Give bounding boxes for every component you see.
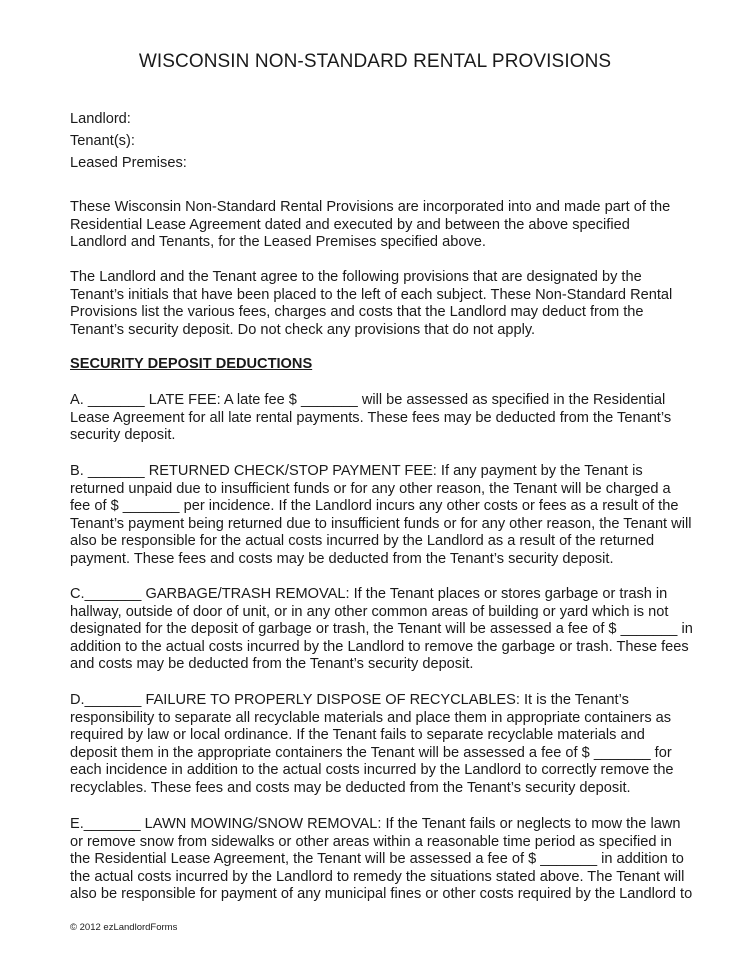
intro-paragraph: These Wisconsin Non-Standard Rental Provisions are incorporated into and made part of the Residential Lease Agreement dated and executed by and between the above specified Landlord and Tenants, for the Leased Premises specified above. <box>70 199 671 251</box>
tenants-label: Tenant(s): <box>70 133 135 149</box>
provision-c-garbage-removal: C._______ GARBAGE/TRASH REMOVAL: If the Tenant places or stores garbage or trash in hallway, outside of door of unit, or in any other common areas of building or yard which is not designated for the deposit of garbage or trash, the Tenant will be assessed a fee of $ _______ in addition to the actual costs incurred by the Landlord to remove the garbage or trash. These fees and costs may be deducted from the Tenant’s security deposit. <box>70 586 693 673</box>
document-title: WISCONSIN NON-STANDARD RENTAL PROVISIONS <box>138 51 612 72</box>
leased-premises-label: Leased Premises: <box>70 155 187 171</box>
provision-d-recyclables: D._______ FAILURE TO PROPERLY DISPOSE OF RECYCLABLES: It is the Tenant’s responsibility to separate all recyclable materials and place them in appropriate containers as required by law or local ordinance. If the Tenant fails to separate recyclable materials and deposit them in the appropriate containers the Tenant will be assessed a fee of $ _______ for each incidence in addition to the actual costs incurred by the Landlord to correctly remove the recyclables. These fees and costs may be deducted from the Tenant’s security deposit. <box>70 692 674 796</box>
section-heading: SECURITY DEPOSIT DEDUCTIONS <box>70 356 313 372</box>
provision-a-late-fee: A. _______ LATE FEE: A late fee $ _______ will be assessed as specified in the Residential Lease Agreement for all late rental payments. These fees may be deducted from the Tenant’s security deposit. <box>70 392 672 444</box>
agreement-paragraph: The Landlord and the Tenant agree to the following provisions that are designated by the Tenant’s initials that have been placed to the left of each subject. These Non-Standard Rental Provisions list the various fees, charges and costs that the Landlord may deduct from the Tenant’s security deposit. Do not check any provisions that do not apply. <box>70 269 673 338</box>
provision-b-returned-check: B. _______ RETURNED CHECK/STOP PAYMENT FEE: If any payment by the Tenant is returned unpaid due to insufficient funds or for any other reason, the Tenant will be charged a fee of $ _______ per incidence. If the Landlord incurs any other costs or fees as a result of the Tenant’s payment being returned due to insufficient funds or for any other reason, the Tenant will also be responsible for the actual costs incurred by the Landlord as a result of the returned payment. These fees and costs may be deducted from the Tenant’s security deposit. <box>70 463 692 567</box>
copyright-footer: © 2012 ezLandlordForms <box>70 922 178 933</box>
landlord-label: Landlord: <box>70 111 131 127</box>
party-fields <box>70 108 187 174</box>
provision-e-lawn-snow: E._______ LAWN MOWING/SNOW REMOVAL: If the Tenant fails or neglects to mow the lawn or remove snow from sidewalks or other areas within a reasonable time period as specified in the Residential Lease Agreement, the Tenant will be assessed a fee of $ _______ in addition to the actual costs incurred by the Landlord to remedy the situations stated above. The Tenant will also be responsible for payment of any municipal fines or other costs required by the Landlord to <box>70 816 693 903</box>
